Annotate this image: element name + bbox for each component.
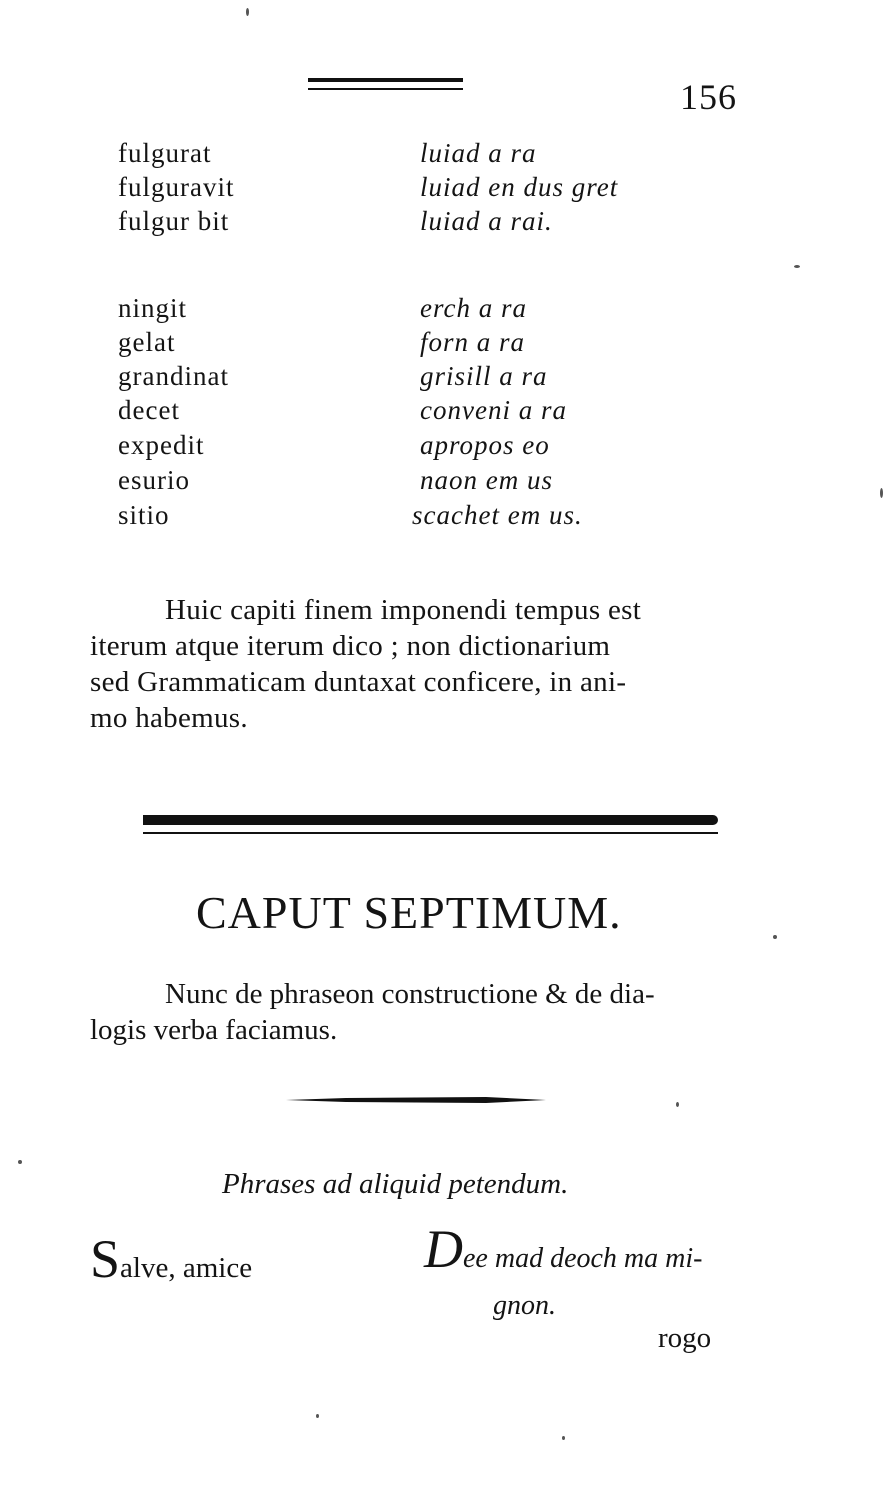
latin-term: expedit — [118, 430, 205, 460]
section-rule-thick — [143, 815, 718, 825]
latin-term: sitio — [118, 500, 170, 530]
latin-term: grandinat — [118, 361, 229, 391]
latin-phrase — [90, 1229, 253, 1289]
breton-term: conveni a ra — [420, 395, 567, 425]
breton-term: naon em us — [420, 465, 553, 495]
intro-line: logis verba faciamus. — [90, 1014, 338, 1046]
scan-speck — [316, 1414, 319, 1418]
scan-speck — [676, 1102, 679, 1107]
breton-phrase-text: ee mad deoch ma mi- — [463, 1243, 703, 1274]
latin-term: fulgurat — [118, 138, 212, 168]
phrases-heading: Phrases ad aliquid petendum. — [222, 1168, 569, 1200]
paragraph-line: Huic capiti finem imponendi tempus est — [165, 594, 642, 626]
ornament-rule — [286, 1096, 546, 1104]
header-rule-thick — [308, 78, 463, 82]
latin-term: esurio — [118, 465, 190, 495]
scan-speck — [246, 8, 249, 16]
scan-speck — [773, 935, 777, 939]
breton-term: scachet em us. — [412, 500, 583, 530]
breton-term: luiad a rai. — [420, 206, 553, 236]
section-rule-thin — [143, 832, 718, 834]
breton-phrase — [424, 1219, 703, 1279]
drop-cap-initial: S — [90, 1229, 121, 1289]
drop-cap-initial: D — [424, 1219, 463, 1279]
breton-term: grisill a ra — [420, 361, 548, 391]
header-rule-thin — [308, 88, 463, 90]
scan-speck — [18, 1160, 22, 1164]
latin-term: fulguravit — [118, 172, 235, 202]
breton-term: erch a ra — [420, 293, 527, 323]
chapter-title: CAPUT SEPTIMUM. — [196, 887, 622, 938]
breton-term: forn a ra — [420, 327, 526, 357]
latin-phrase-text: alve, amice — [120, 1252, 253, 1284]
breton-phrase-continuation: gnon. — [493, 1290, 556, 1321]
breton-term: luiad a ra — [420, 138, 537, 168]
breton-term: luiad en dus gret — [420, 172, 619, 202]
latin-term: fulgur bit — [118, 206, 230, 236]
latin-term: gelat — [118, 327, 176, 357]
latin-term: decet — [118, 395, 180, 425]
scan-speck — [794, 265, 800, 268]
paragraph-line: mo habemus. — [90, 702, 248, 734]
scan-speck — [562, 1436, 565, 1440]
latin-term: ningit — [118, 293, 188, 323]
paragraph-line: sed Grammaticam duntaxat conficere, in ani- — [90, 666, 627, 698]
breton-term: apropos eo — [420, 430, 550, 460]
intro-line: Nunc de phraseon constructione & de dia- — [165, 978, 655, 1010]
paragraph-line: iterum atque iterum dico ; non dictionarium — [90, 630, 611, 662]
catchword: rogo — [658, 1322, 712, 1354]
page-number: 156 — [680, 77, 737, 117]
scan-speck — [880, 488, 883, 498]
